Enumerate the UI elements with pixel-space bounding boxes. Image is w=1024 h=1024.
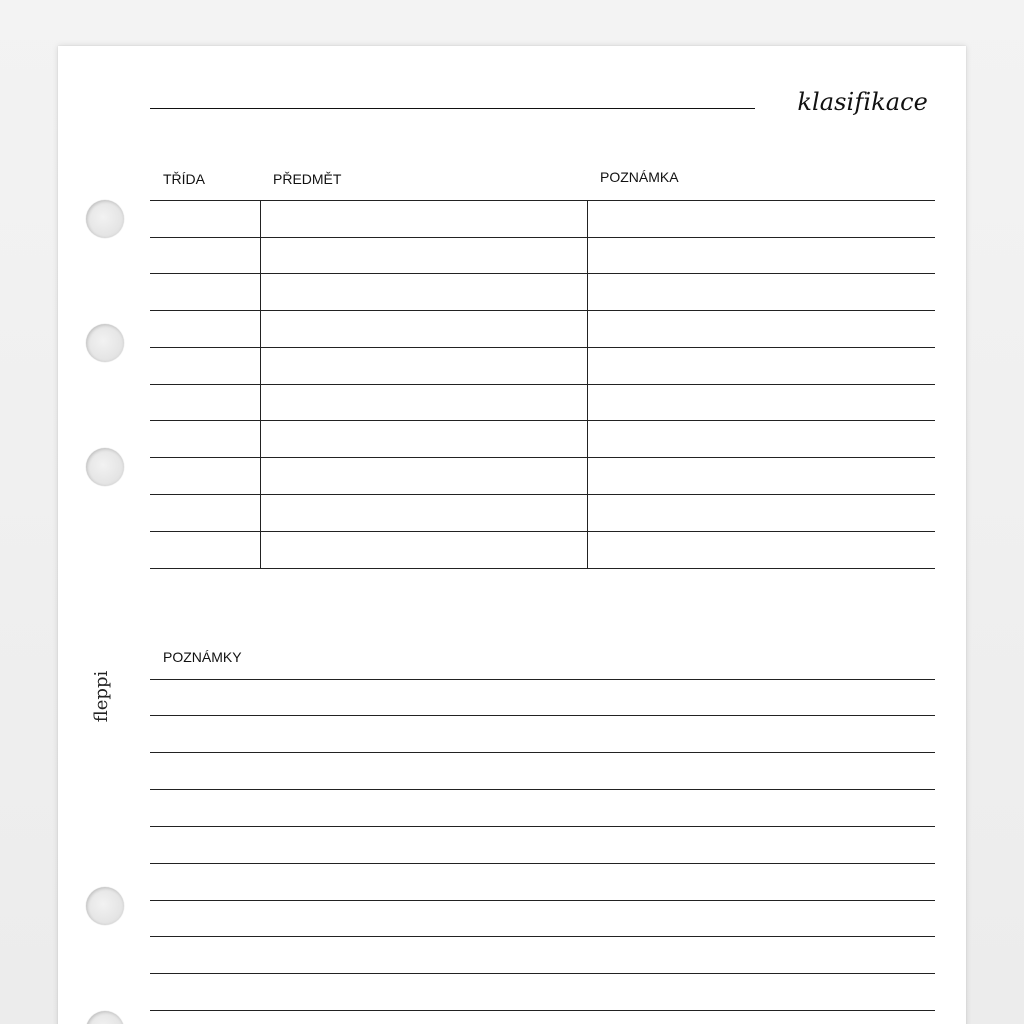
brand-name: fleppi (91, 670, 113, 722)
table-row-line[interactable] (150, 531, 935, 532)
notes-line[interactable] (150, 752, 935, 753)
column-header-trida: TŘÍDA (163, 171, 205, 187)
notes-line[interactable] (150, 900, 935, 901)
table-row-line[interactable] (150, 310, 935, 311)
column-divider-predmet (587, 200, 588, 568)
table-row-line[interactable] (150, 494, 935, 495)
notes-line[interactable] (150, 863, 935, 864)
notes-line[interactable] (150, 826, 935, 827)
table-row-line[interactable] (150, 273, 935, 274)
table-row-line[interactable] (150, 347, 935, 348)
binder-hole-icon (86, 448, 124, 486)
table-row-line[interactable] (150, 384, 935, 385)
notes-line[interactable] (150, 715, 935, 716)
binder-hole-icon (86, 324, 124, 362)
table-row-line[interactable] (150, 568, 935, 569)
notes-line[interactable] (150, 936, 935, 937)
table-row-line[interactable] (150, 457, 935, 458)
notes-line[interactable] (150, 789, 935, 790)
binder-hole-icon (86, 887, 124, 925)
notes-label: POZNÁMKY (163, 649, 242, 665)
notes-line[interactable] (150, 679, 935, 680)
page-title: klasifikace (797, 88, 928, 116)
table-row-line[interactable] (150, 420, 935, 421)
table-row-line[interactable] (150, 237, 935, 238)
table-header-line (150, 200, 935, 201)
column-divider-trida (260, 200, 261, 568)
notes-line[interactable] (150, 973, 935, 974)
notes-line[interactable] (150, 1010, 935, 1011)
planner-sheet (58, 46, 966, 1024)
column-header-predmet: PŘEDMĚT (273, 171, 342, 187)
binder-hole-icon (86, 1011, 124, 1024)
binder-hole-icon (86, 200, 124, 238)
title-line (150, 108, 755, 109)
column-header-poznamka: POZNÁMKA (600, 169, 679, 185)
brand-logo (82, 666, 122, 726)
